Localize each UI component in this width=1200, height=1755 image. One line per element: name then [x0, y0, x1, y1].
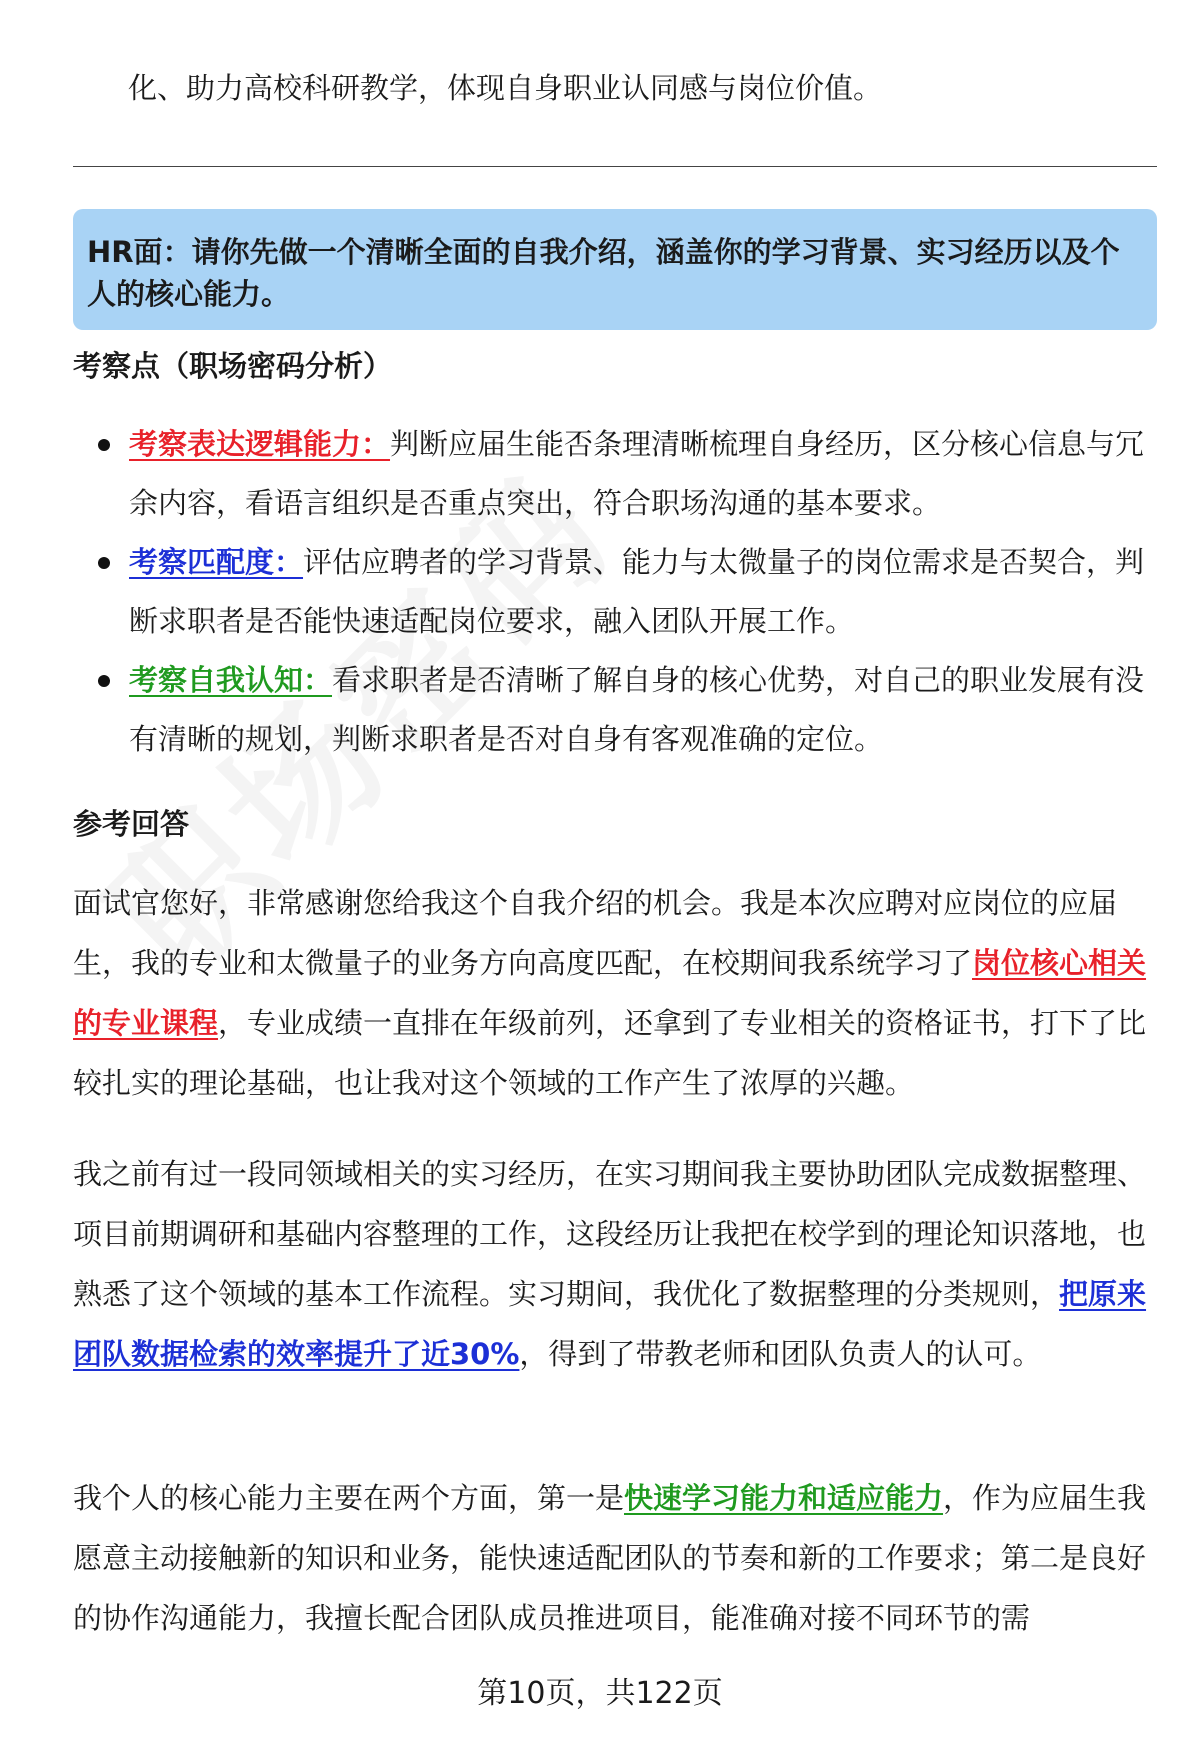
answer-paragraph-1: [73, 873, 1163, 1113]
bullet-dot-icon: [98, 439, 110, 451]
analysis-text: 评估应聘者的学习背景、能力与太微量子的岗位需求是否契合，判断求职者是否能快速适配岗位要求，融入团队开展工作。: [129, 545, 1145, 638]
page-number-footer: 第10页，共122页: [477, 1676, 723, 1711]
paragraph-text: 我之前有过一段同领域相关的实习经历，在实习期间我主要协助团队完成数据整理、项目前期调研和基础内容整理的工作，这段经历让我把在校学到的理论知识落地，也熟悉了这个领域的基本工作流程。实习期间，我优化了数据整理的分类规则，: [73, 1157, 1147, 1311]
analysis-title: 考察点（职场密码分析）: [73, 349, 393, 383]
analysis-text: 看求职者是否清晰了解自身的核心优势，对自己的职业发展有没有清晰的规划，判断求职者是否对自身有客观准确的定位。: [129, 663, 1145, 756]
intro-tail-text: 化、助力高校科研教学，体现自身职业认同感与岗位价值。: [128, 71, 883, 105]
paragraph-text: ，作为应届生我愿意主动接触新的知识和业务，能快速适配团队的节奏和新的工作要求；第二是良好的协作沟通能力，我擅长配合团队成员推进项目，能准确对接不同环节的需: [73, 1481, 1147, 1635]
answer-paragraph-3: [73, 1468, 1163, 1648]
highlight-text: 岗位核心相关的专业课程: [73, 946, 1147, 1040]
analysis-list: [73, 415, 1163, 769]
paragraph-text: ，专业成绩一直排在年级前列，还拿到了专业相关的资格证书，打下了比较扎实的理论基础，也让我对这个领域的工作产生了浓厚的兴趣。: [73, 1006, 1147, 1100]
question-text: HR面：请你先做一个清晰全面的自我介绍，涵盖你的学习背景、实习经历以及个人的核心能力。: [87, 235, 1120, 311]
analysis-keyword: 考察匹配度：: [129, 545, 304, 579]
analysis-keyword: 考察表达逻辑能力：: [129, 427, 391, 461]
analysis-item: [73, 651, 1163, 769]
bullet-dot-icon: [98, 675, 110, 687]
paragraph-text: ，得到了带教老师和团队负责人的认可。: [519, 1337, 1042, 1371]
highlight-text: 把原来团队数据检索的效率提升了近30%: [73, 1277, 1147, 1371]
paragraph-text: 我个人的核心能力主要在两个方面，第一是: [73, 1481, 625, 1515]
analysis-text: 判断应届生能否条理清晰梳理自身经历，区分核心信息与冗余内容，看语言组织是否重点突出，符合职场沟通的基本要求。: [129, 427, 1145, 520]
paragraph-text: 面试官您好，非常感谢您给我这个自我介绍的机会。我是本次应聘对应岗位的应届生，我的专业和太微量子的业务方向高度匹配，在校期间我系统学习了: [73, 886, 1118, 980]
analysis-item: [73, 533, 1163, 651]
highlight-text: 快速学习能力和适应能力: [624, 1481, 944, 1515]
question-box: [73, 209, 1157, 330]
bullet-dot-icon: [98, 557, 110, 569]
analysis-item: [73, 415, 1163, 533]
analysis-keyword: 考察自我认知：: [129, 663, 333, 697]
divider: [73, 166, 1157, 167]
answer-paragraph-2: [73, 1144, 1163, 1384]
answer-title: 参考回答: [73, 807, 190, 841]
